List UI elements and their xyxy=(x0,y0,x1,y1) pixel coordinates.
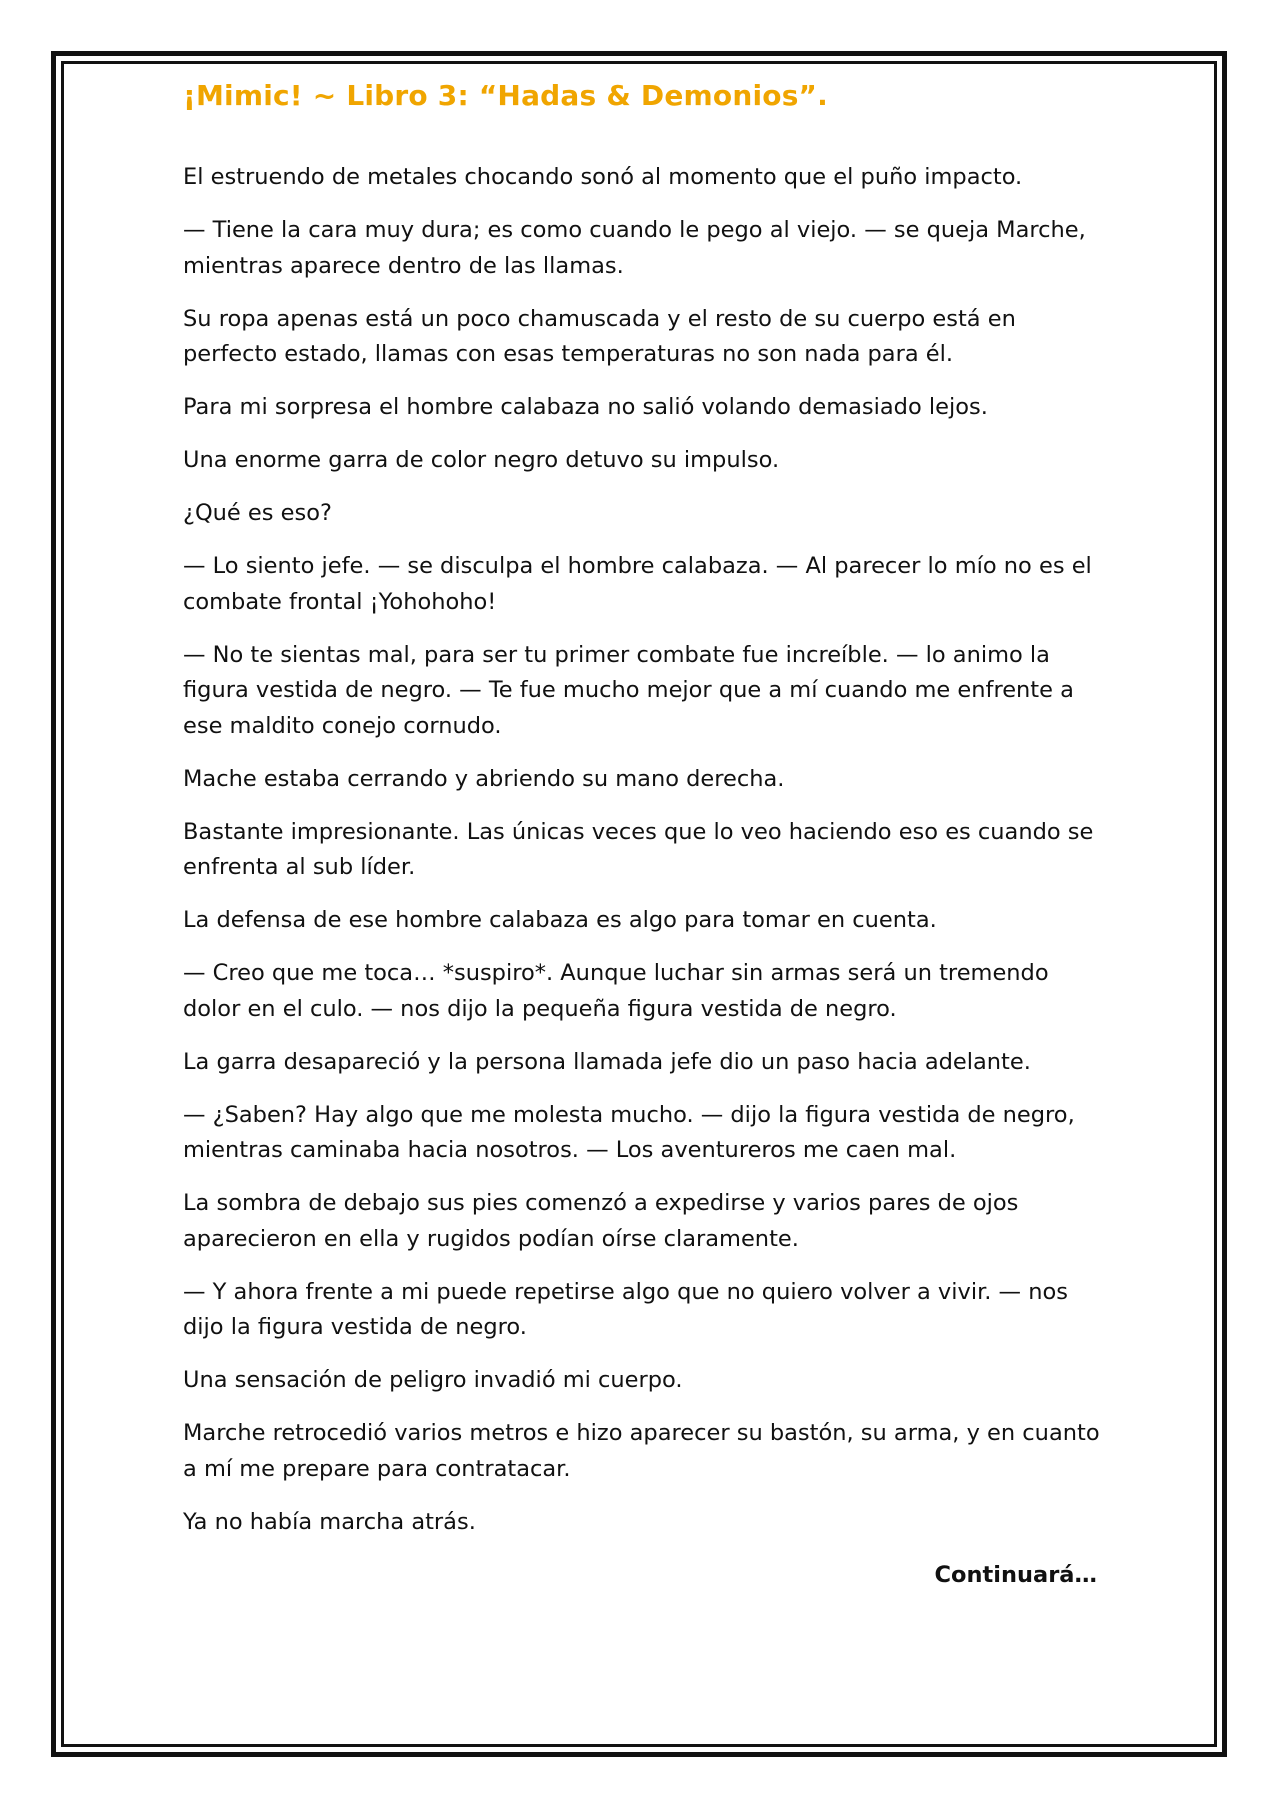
paragraph-17: Una sensación de peligro invadió mi cuerpo. xyxy=(183,1367,683,1393)
paragraph-9: Mache estaba cerrando y abriendo su mano derecha. xyxy=(183,765,785,792)
paragraph-19: Ya no había marcha atrás. xyxy=(183,1508,476,1535)
paragraph-15: La sombra de debajo sus pies comenzó a expedirse y varios pares de ojos aparecieron en ella y rugidos podían oírse claramente. xyxy=(183,1190,1019,1252)
paragraph-18: Marche retrocedió varios metros e hizo aparecer su bastón, su arma, y en cuanto a mí me prepare para contratacar. xyxy=(183,1420,1100,1482)
paragraph-1: El estruendo de metales chocando sonó al momento que el puño impacto. xyxy=(183,164,1023,190)
paragraph-8: — No te sientas mal, para ser tu primer combate fue increíble. — lo animo la figura vestida de negro. — Te fue mucho mejor que a mí cuando me enfrente a ese maldito conejo cornudo. xyxy=(183,641,1074,739)
paragraph-4: Para mi sorpresa el hombre calabaza no salió volando demasiado lejos. xyxy=(183,394,988,420)
paragraph-3: Su ropa apenas está un poco chamuscada y el resto de su cuerpo está en perfecto estado, llamas con esas temperaturas no son nada para él. xyxy=(183,305,1016,367)
paragraph-13: La garra desapareció y la persona llamada jefe dio un paso hacia adelante. xyxy=(183,1048,1031,1075)
paragraph-5: Una enorme garra de color negro detuvo su impulso. xyxy=(183,447,780,473)
document-body xyxy=(183,76,1103,1594)
paragraph-16: — Y ahora frente a mi puede repetirse algo que no quiero volver a vivir. — nos dijo la figura vestida de negro. xyxy=(183,1278,1068,1340)
to-be-continued: Continuará… xyxy=(934,1562,1097,1588)
paragraph-11: La defensa de ese hombre calabaza es algo para tomar en cuenta. xyxy=(183,907,937,933)
paragraph-14: — ¿Saben? Hay algo que me molesta mucho. — dijo la figura vestida de negro, mientras caminaba hacia nosotros. — Los aventureros me caen mal. xyxy=(183,1101,1075,1163)
paragraph-7: — Lo siento jefe. — se disculpa el hombre calabaza. — Al parecer lo mío no es el combate frontal ¡Yohohoho! xyxy=(183,553,1092,615)
paragraph-10: Bastante impresionante. Las únicas veces que lo veo haciendo eso es cuando se enfrenta al sub líder. xyxy=(183,818,1094,880)
document-title: ¡Mimic! ~ Libro 3: “Hadas & Demonios”. xyxy=(183,79,828,112)
paragraph-2: — Tiene la cara muy dura; es como cuando le pego al viejo. — se queja Marche, mientras aparece dentro de las llamas. xyxy=(183,217,1086,279)
paragraph-12: — Creo que me toca… *suspiro*. Aunque luchar sin armas será un tremendo dolor en el culo. — nos dijo la pequeña figura vestida de negro. xyxy=(183,960,1049,1022)
paragraph-6: ¿Qué es eso? xyxy=(183,500,332,526)
